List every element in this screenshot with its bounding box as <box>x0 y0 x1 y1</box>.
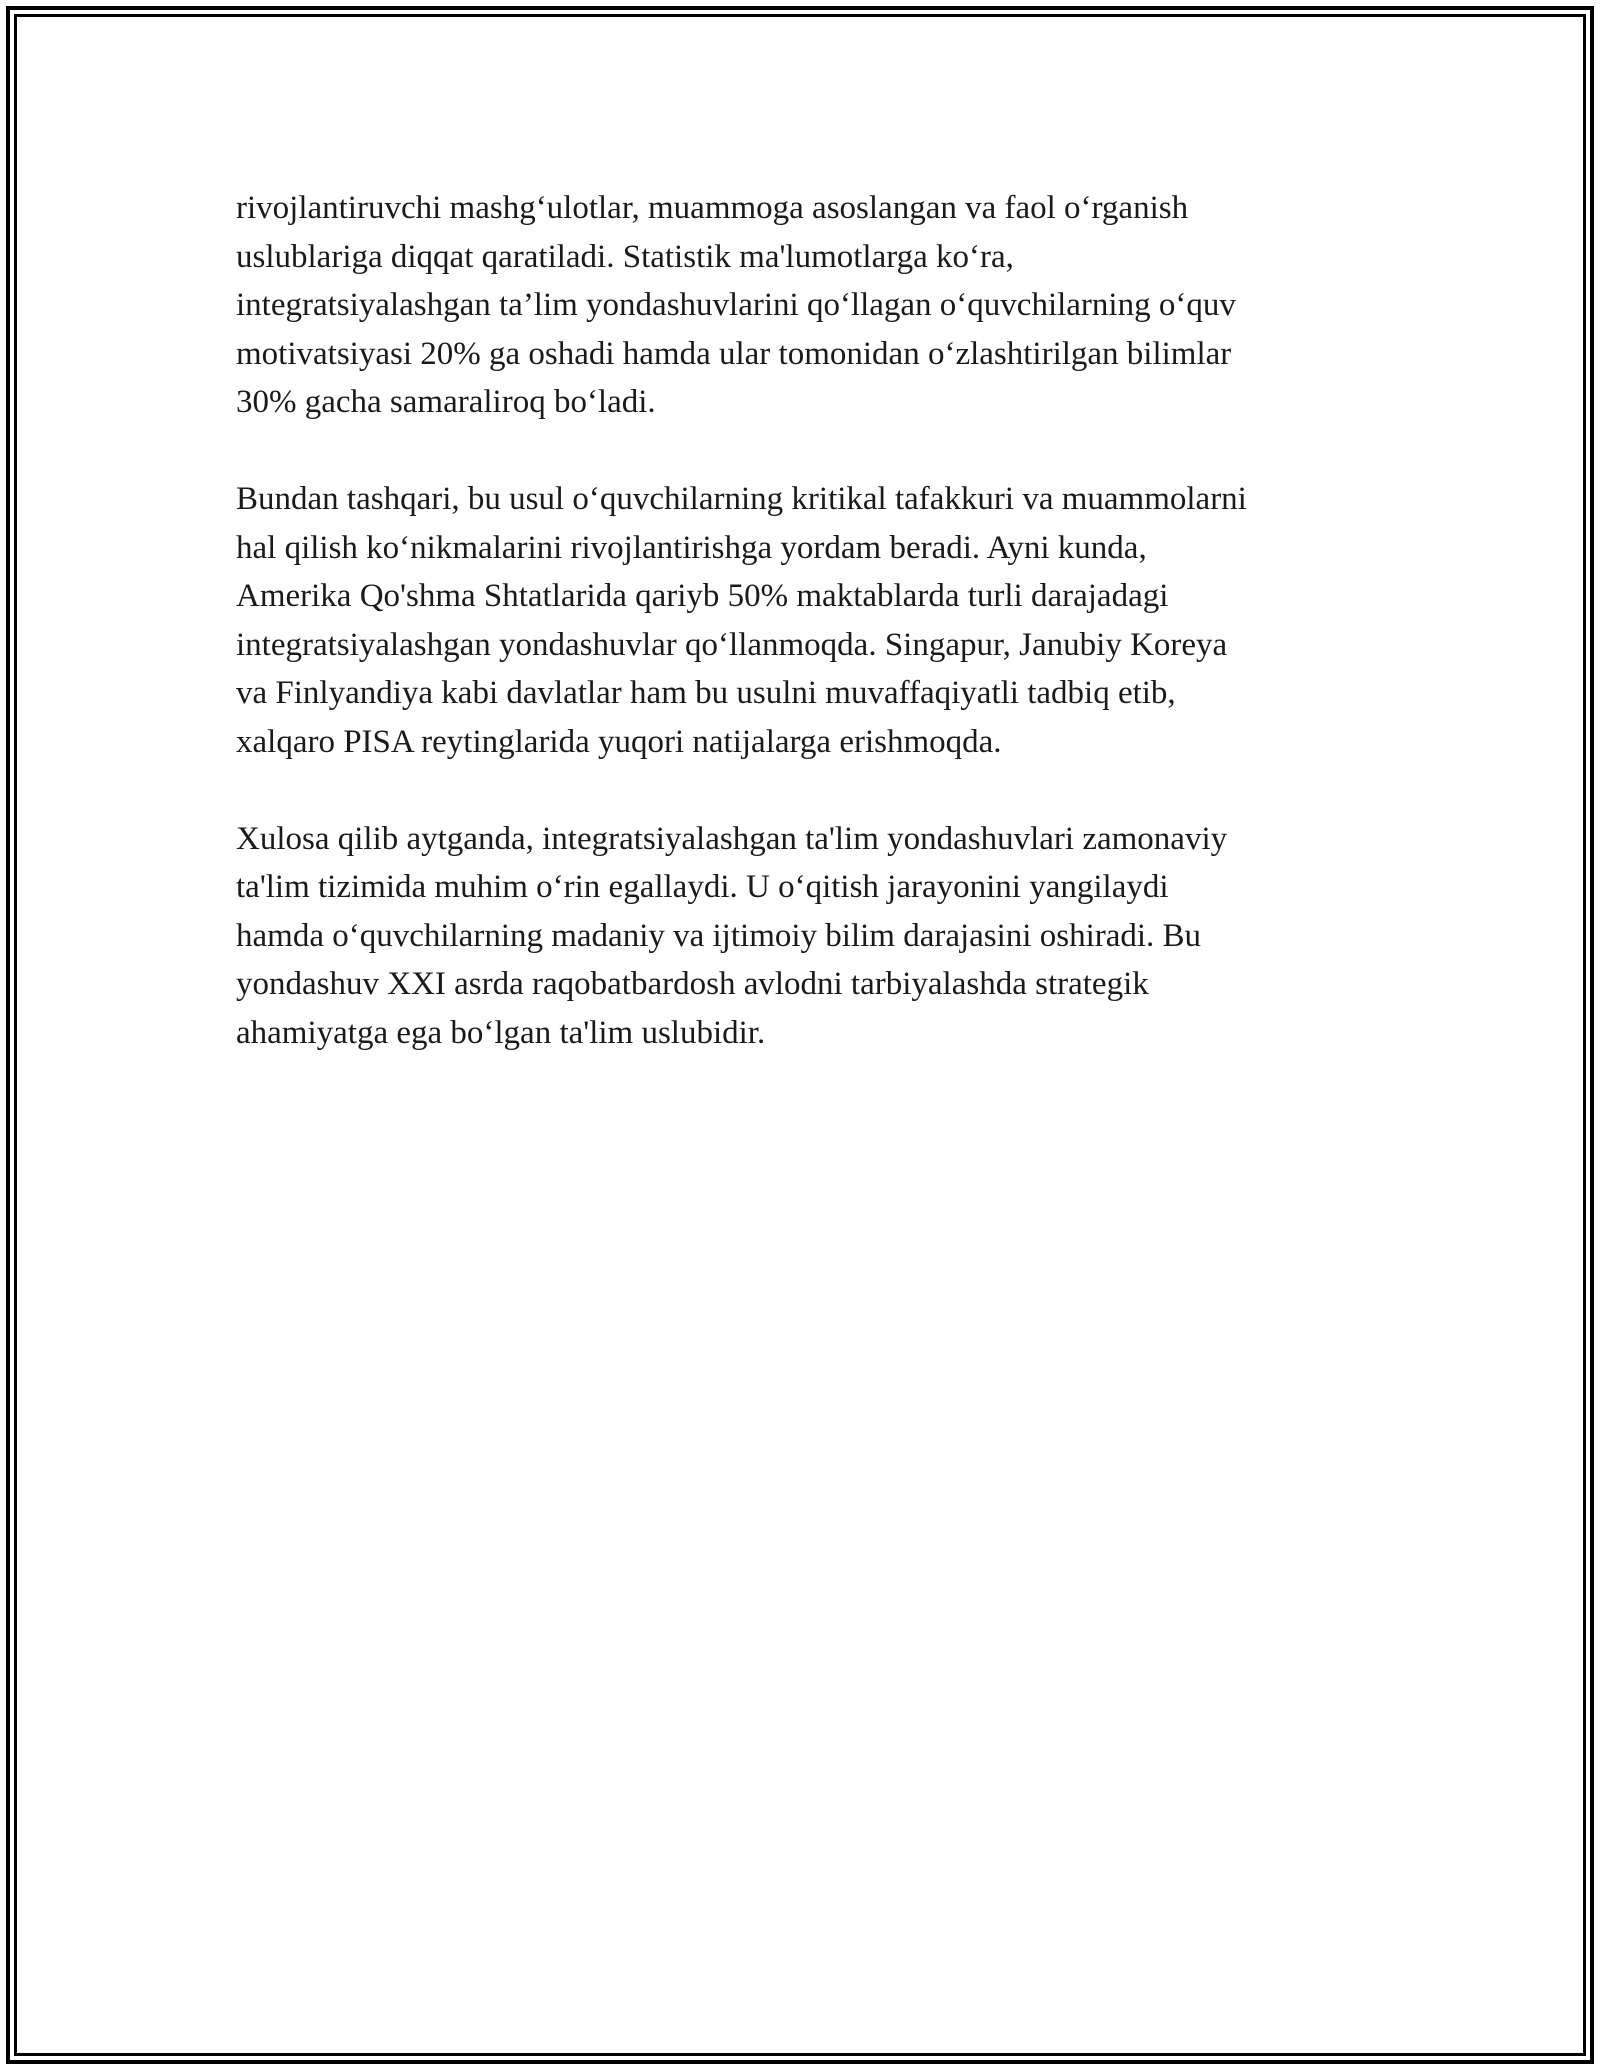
document-body <box>236 184 1386 1106</box>
paragraph-1: rivojlantiruvchi mashg‘ulotlar, muammoga asoslangan va faol o‘rganish uslublariga diqqat qaratiladi. Statistik ma'lumotlarga ko‘ra, integratsiyalashgan ta’lim yondashuvlarini qo‘llagan o‘quvchilarning o‘quv motivatsiyasi 20% ga oshadi hamda ular tomonidan o‘zlashtirilgan bilimlar 30% gacha samaraliroq bo‘ladi. <box>236 190 1236 420</box>
paragraph-2: Bundan tashqari, bu usul o‘quvchilarning kritikal tafakkuri va muammolarni hal qilish ko‘nikmalarini rivojlantirishga yordam beradi. Ayni kunda, Amerika Qo'shma Shtatlarida qariyb 50% maktablarda turli darajadagi integratsiyalashgan yondashuvlar qo‘llanmoqda. Singapur, Janubiy Koreya va Finlyandiya kabi davlatlar ham bu usulni muvaffaqiyatli tadbiq etib, xalqaro PISA reytinglarida yuqori natijalarga erishmoqda. <box>236 481 1247 760</box>
paragraph-3: Xulosa qilib aytganda, integratsiyalashgan ta'lim yondashuvlari zamonaviy ta'lim tizimida muhim o‘rin egallaydi. U o‘qitish jarayonini yangilaydi hamda o‘quvchilarning madaniy va ijtimoiy bilim darajasini oshiradi. Bu yondashuv XXI asrda raqobatbardosh avlodni tarbiyalashda strategik ahamiyatga ega bo‘lgan ta'lim uslubidir. <box>236 820 1228 1051</box>
